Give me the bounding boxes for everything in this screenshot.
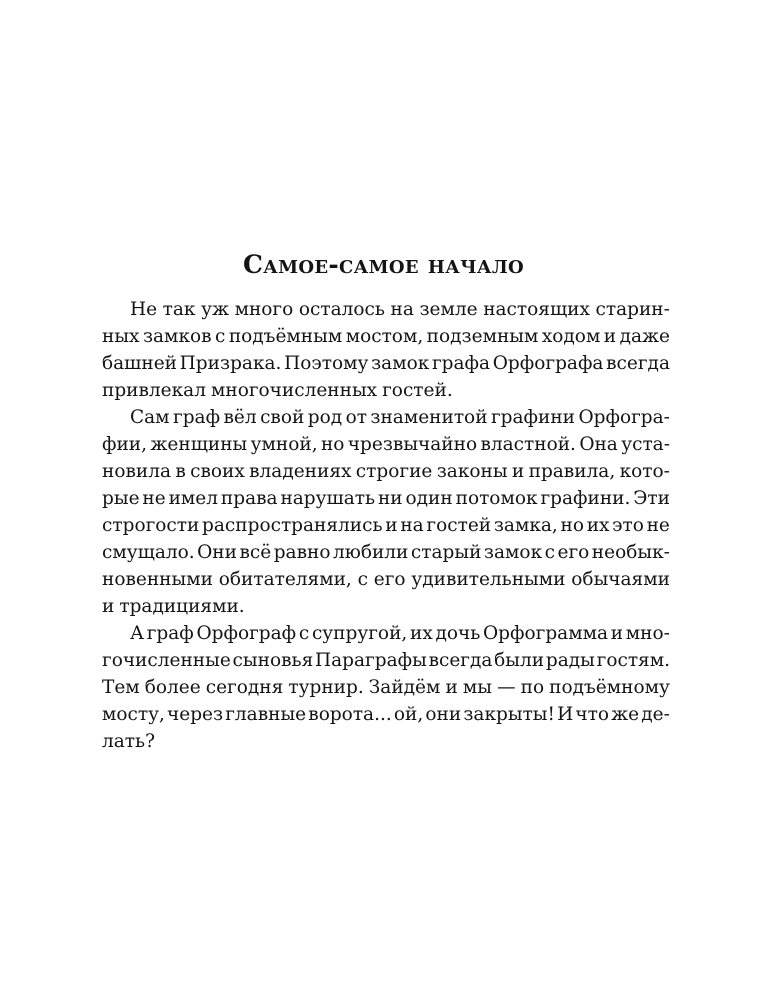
text-line — [102, 728, 670, 755]
word: подъёмным — [228, 326, 343, 347]
chapter-text — [102, 296, 670, 755]
text-line — [102, 350, 670, 377]
word: всегда — [606, 353, 670, 374]
word: с — [357, 569, 368, 590]
word: ных — [102, 326, 140, 347]
paragraph — [102, 404, 670, 620]
word: Орфограф — [196, 623, 297, 644]
word: главные — [225, 704, 307, 725]
word: земле — [419, 299, 478, 320]
word: ворота... — [308, 704, 392, 725]
word: один — [405, 488, 453, 509]
word: Они — [197, 542, 237, 563]
word: уста- — [621, 434, 670, 455]
word: на — [400, 515, 424, 536]
word: граф — [173, 407, 221, 428]
word: подземным — [426, 326, 539, 347]
word: лать? — [102, 731, 156, 752]
word: любили — [332, 542, 409, 563]
word: так — [162, 299, 196, 320]
word: женщины — [150, 434, 248, 455]
word: ой, — [393, 704, 424, 725]
word: всегда — [428, 650, 493, 671]
word: и — [603, 326, 617, 347]
word: Тем — [102, 677, 140, 698]
word: — — [497, 677, 516, 698]
word: гостей — [426, 515, 492, 536]
word: и — [385, 515, 398, 536]
word: Она — [579, 434, 618, 455]
word: умной, — [250, 434, 318, 455]
word: Эти — [633, 488, 670, 509]
word: настоящих — [483, 299, 590, 320]
word: новила — [102, 461, 171, 482]
word: замок — [371, 353, 430, 374]
text-line — [102, 701, 670, 728]
word: графини. — [540, 488, 631, 509]
word: но — [320, 434, 345, 455]
word: рые — [102, 488, 140, 509]
word: распространялись — [202, 515, 383, 536]
text-line — [102, 431, 670, 458]
word: замков — [142, 326, 212, 347]
word: и — [102, 596, 115, 617]
word: это — [612, 515, 644, 536]
word: строгости — [102, 515, 200, 536]
paragraph — [102, 620, 670, 755]
word: много — [234, 299, 294, 320]
word: свой — [260, 407, 305, 428]
word: Поэтому — [284, 353, 369, 374]
word: всё — [239, 542, 272, 563]
word: его — [557, 542, 590, 563]
word: владениях — [249, 461, 352, 482]
word: законы — [436, 461, 508, 482]
word: их — [410, 623, 433, 644]
word: от — [345, 407, 367, 428]
text-line — [102, 485, 670, 512]
word: необык- — [591, 542, 670, 563]
word: Сам — [130, 407, 170, 428]
word: не — [646, 515, 670, 536]
word: даже — [619, 326, 670, 347]
word: в — [175, 461, 186, 482]
word: Орфографа — [492, 353, 604, 374]
word: граф — [146, 623, 194, 644]
word: потомок — [455, 488, 538, 509]
word: нарушать — [280, 488, 376, 509]
word: Зайдём — [368, 677, 441, 698]
word: более — [144, 677, 201, 698]
word: что — [575, 704, 610, 725]
word: они — [425, 704, 462, 725]
word: чрезвычайно — [347, 434, 478, 455]
word: замка, — [493, 515, 558, 536]
text-line — [102, 458, 670, 485]
word: Орфограмма — [483, 623, 609, 644]
word: мы — [462, 677, 492, 698]
word: мно- — [625, 623, 670, 644]
word: сыновья — [232, 650, 314, 671]
word: строгие — [355, 461, 433, 482]
word: имел — [168, 488, 218, 509]
word: привлекал — [102, 380, 206, 401]
word: традициями. — [119, 596, 245, 617]
word: старин- — [595, 299, 670, 320]
word: многочисленных — [210, 380, 378, 401]
word: на — [390, 299, 414, 320]
word: закрыты! — [463, 704, 555, 725]
word: новенными — [102, 569, 213, 590]
word: удивительными — [411, 569, 566, 590]
word: графа — [431, 353, 491, 374]
word: же — [611, 704, 640, 725]
text-line — [102, 674, 670, 701]
word: по — [520, 677, 545, 698]
word: обитателями, — [218, 569, 352, 590]
word: А — [130, 623, 145, 644]
word: гостей. — [382, 380, 453, 401]
text-line — [102, 296, 670, 323]
word: права — [220, 488, 278, 509]
text-line — [102, 404, 670, 431]
text-line — [102, 539, 670, 566]
word: но — [560, 515, 584, 536]
word: равно — [273, 542, 331, 563]
word: вёл — [223, 407, 257, 428]
text-line — [102, 566, 670, 593]
word: уж — [201, 299, 229, 320]
text-line — [102, 593, 670, 620]
word: осталось — [298, 299, 385, 320]
word: их — [586, 515, 610, 536]
word: дочь — [435, 623, 481, 644]
word: правила, — [528, 461, 616, 482]
word: знаменитой — [370, 407, 488, 428]
word: его — [373, 569, 406, 590]
word: не — [142, 488, 166, 509]
text-line — [102, 620, 670, 647]
word: мостом, — [345, 326, 424, 347]
text-line — [102, 323, 670, 350]
word: замок — [483, 542, 543, 563]
word: своих — [190, 461, 245, 482]
word: И — [557, 704, 574, 725]
word: башней — [102, 353, 177, 374]
word: с — [215, 326, 226, 347]
word: властной. — [480, 434, 576, 455]
word: обычаями — [571, 569, 670, 590]
word: были — [494, 650, 545, 671]
word: Не — [130, 299, 158, 320]
text-line — [102, 377, 670, 404]
word: род — [307, 407, 343, 428]
word: гостям. — [596, 650, 670, 671]
word: супругой, — [311, 623, 408, 644]
word: Параграфы — [315, 650, 427, 671]
chapter-title: Самое-самое начало — [242, 250, 525, 279]
word: ни — [377, 488, 403, 509]
word: мосту, — [102, 704, 165, 725]
word: гочисленные — [102, 650, 231, 671]
word: сегодня — [205, 677, 284, 698]
word: де- — [641, 704, 670, 725]
text-line — [102, 512, 670, 539]
word: турнир. — [288, 677, 364, 698]
text-line — [102, 647, 670, 674]
word: с — [544, 542, 556, 563]
word: через — [167, 704, 224, 725]
word: смущало. — [102, 542, 195, 563]
word: Орфогра- — [578, 407, 670, 428]
word: старый — [410, 542, 482, 563]
word: ходом — [541, 326, 601, 347]
word: рады — [545, 650, 595, 671]
word: и — [511, 461, 525, 482]
word: подъёмному — [549, 677, 670, 698]
word: с — [298, 623, 310, 644]
word: и — [610, 623, 624, 644]
word: Призрака. — [179, 353, 282, 374]
word: графини — [490, 407, 576, 428]
word: кото- — [619, 461, 670, 482]
paragraph — [102, 296, 670, 404]
word: и — [445, 677, 458, 698]
word: фии, — [102, 434, 148, 455]
